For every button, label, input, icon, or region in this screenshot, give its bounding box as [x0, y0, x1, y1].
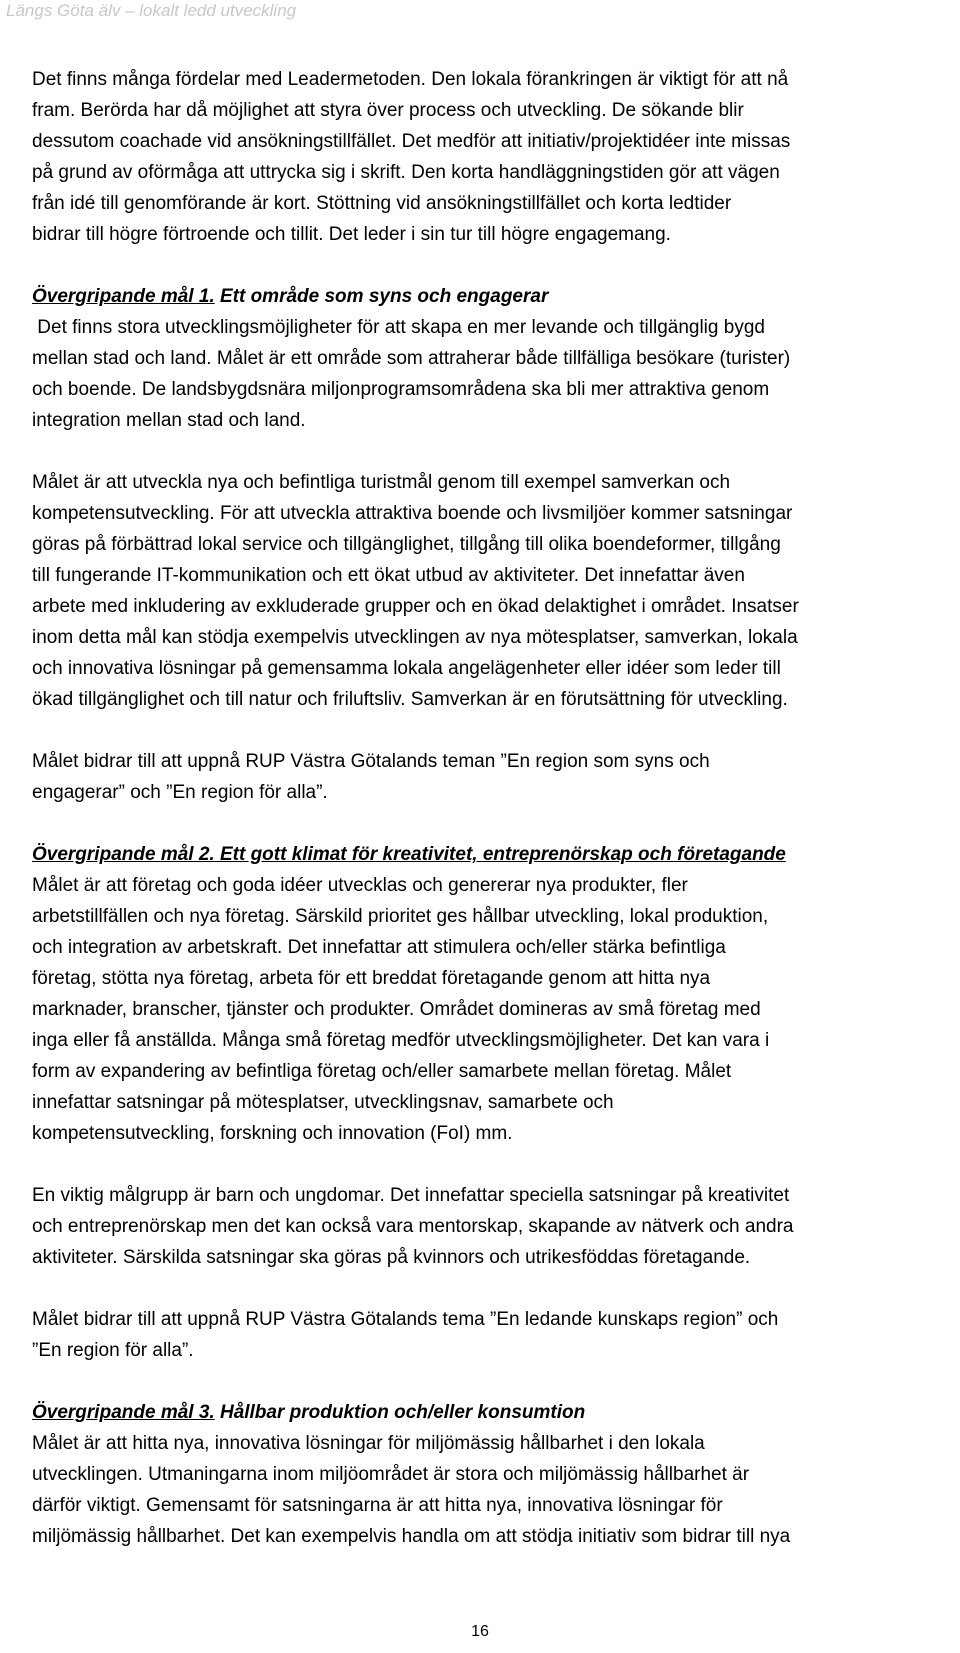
page-number: 16 — [471, 1623, 489, 1640]
text-line: kompetensutveckling. För att utveckla attraktiva boende och livsmiljöer kommer satsningar — [32, 503, 793, 524]
text-line: och boende. De landsbygdsnära miljonprogramsområdena ska bli mer attraktiva genom — [32, 379, 770, 400]
goal-2-paragraph-2 — [32, 1180, 947, 1273]
text-line: göras på förbättrad lokal service och tillgänglighet, tillgång till olika boendeformer, tillgång — [32, 534, 781, 555]
text-line: marknader, branscher, tjänster och produkter. Området domineras av små företag med — [32, 999, 761, 1020]
document-body — [32, 64, 947, 1552]
goal-1-paragraph-3 — [32, 746, 947, 808]
goal-2-paragraph-3 — [32, 1304, 947, 1366]
goal-1-paragraph-1 — [32, 312, 947, 436]
text-line: inom detta mål kan stödja exempelvis utvecklingen av nya mötesplatser, samverkan, lokala — [32, 627, 798, 648]
text-line: engagerar” och ”En region för alla”. — [32, 782, 328, 803]
text-line: mellan stad och land. Målet är ett område som attraherar både tillfälliga besökare (turister) — [32, 348, 791, 369]
text-line: innefattar satsningar på mötesplatser, utvecklingsnav, samarbete och — [32, 1092, 614, 1113]
text-line: Det finns stora utvecklingsmöjligheter för att skapa en mer levande och tillgänglig bygd — [32, 317, 765, 338]
text-line: företag, stötta nya företag, arbeta för ett breddat företagande genom att hitta nya — [32, 968, 711, 989]
goal-3-heading-prefix: Övergripande mål 3. — [32, 1402, 215, 1423]
goal-1-heading — [32, 281, 947, 312]
text-line: Målet bidrar till att uppnå RUP Västra Götalands tema ”En ledande kunskaps region” och — [32, 1309, 779, 1330]
text-line: form av expandering av befintliga företag och/eller samarbete mellan företag. Målet — [32, 1061, 732, 1082]
text-line: Målet är att utveckla nya och befintliga turistmål genom till exempel samverkan och — [32, 472, 731, 493]
text-line: ökad tillgänglighet och till natur och friluftsliv. Samverkan är en förutsättning för utveckling. — [32, 689, 788, 710]
text-line: aktiviteter. Särskilda satsningar ska göras på kvinnors och utrikesföddas företagande. — [32, 1247, 751, 1268]
text-line: Det finns många fördelar med Leadermetoden. Den lokala förankringen är viktigt för att nå — [32, 69, 789, 90]
text-line: kompetensutveckling, forskning och innovation (FoI) mm. — [32, 1123, 513, 1144]
text-line: och innovativa lösningar på gemensamma lokala angelägenheter eller idéer som leder till — [32, 658, 781, 679]
text-line: fram. Berörda har då möjlighet att styra över process och utveckling. De sökande blir — [32, 100, 744, 121]
text-line: och entreprenörskap men det kan också vara mentorskap, skapande av nätverk och andra — [32, 1216, 794, 1237]
text-line: miljömässig hållbarhet. Det kan exempelvis handla om att stödja initiativ som bidrar till nya — [32, 1526, 791, 1547]
text-line: En viktig målgrupp är barn och ungdomar. Det innefattar speciella satsningar på kreativitet — [32, 1185, 790, 1206]
text-line: och integration av arbetskraft. Det innefattar att stimulera och/eller stärka befintliga — [32, 937, 726, 958]
running-header: Längs Göta älv – lokalt ledd utveckling — [6, 1, 297, 20]
goal-2-heading-prefix: Övergripande mål 2. — [32, 844, 215, 865]
goal-2-heading — [32, 839, 947, 870]
text-line: arbetstillfällen och nya företag. Särskild prioritet ges hållbar utveckling, lokal produktion, — [32, 906, 769, 927]
goal-1-heading-title: Ett område som syns och engagerar — [214, 286, 549, 307]
goal-2-paragraph-1 — [32, 870, 947, 1149]
text-line: bidrar till högre förtroende och tillit. Det leder i sin tur till högre engagemang. — [32, 224, 671, 245]
text-line: arbete med inkludering av exkluderade grupper och en ökad delaktighet i området. Insatser — [32, 596, 799, 617]
text-line: Målet är att hitta nya, innovativa lösningar för miljömässig hållbarhet i den lokala — [32, 1433, 705, 1454]
text-line: därför viktigt. Gemensamt för satsningarna är att hitta nya, innovativa lösningar för — [32, 1495, 723, 1516]
goal-2-heading-title: Ett gott klimat för kreativitet, entreprenörskap och företagande — [214, 844, 786, 865]
goal-3-heading — [32, 1397, 947, 1428]
text-line: dessutom coachade vid ansökningstillfället. Det medför att initiativ/projektidéer inte missas — [32, 131, 791, 152]
goal-3-heading-title: Hållbar produktion och/eller konsumtion — [214, 1402, 586, 1423]
text-line: Målet bidrar till att uppnå RUP Västra Götalands teman ”En region som syns och — [32, 751, 710, 772]
text-line: utvecklingen. Utmaningarna inom miljöområdet är stora och miljömässig hållbarhet är — [32, 1464, 750, 1485]
goal-3-paragraph-1 — [32, 1428, 947, 1552]
text-line: på grund av oförmåga att uttrycka sig i skrift. Den korta handläggningstiden gör att vägen — [32, 162, 780, 183]
goal-1-heading-prefix: Övergripande mål 1. — [32, 286, 215, 307]
text-line: till fungerande IT-kommunikation och ett ökat utbud av aktiviteter. Det innefattar även — [32, 565, 745, 586]
text-line: Målet är att företag och goda idéer utvecklas och genererar nya produkter, fler — [32, 875, 688, 896]
text-line: inga eller få anställda. Många små företag medför utvecklingsmöjligheter. Det kan vara i — [32, 1030, 770, 1051]
intro-paragraph — [32, 64, 947, 250]
text-line: från idé till genomförande är kort. Stöttning vid ansökningstillfället och korta ledtider — [32, 193, 732, 214]
goal-1-paragraph-2 — [32, 467, 947, 715]
text-line: ”En region för alla”. — [32, 1340, 194, 1361]
text-line: integration mellan stad och land. — [32, 410, 306, 431]
